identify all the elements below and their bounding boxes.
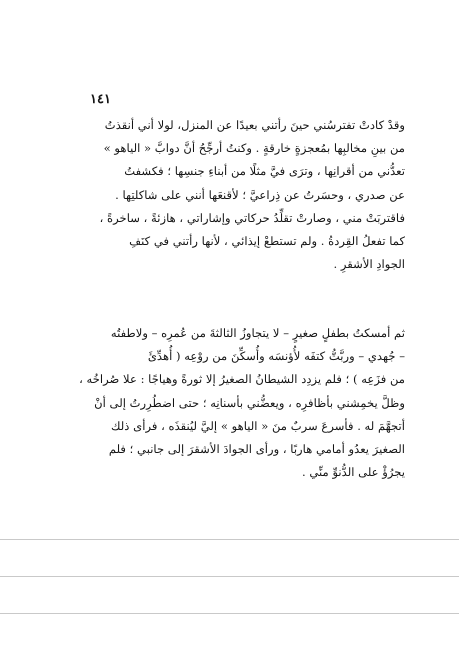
paragraph-2-line: يجرُؤْ على الدُّنوِّ منِّي . [302, 465, 405, 480]
paragraph-2-line: من فزَعِه ) ؛ فلم يزدِد الشيطانُ الصغيرُ إلا ثورةً وهياجًا : علا صُراخُه ، [79, 372, 405, 387]
paragraph-2 [60, 322, 405, 532]
paragraph-1-line: عن صدري ، وحسَرتُ عن ذِراعيَّ ؛ لأقنعَها أنني على شاكلتِها . [115, 187, 405, 202]
page-number: ١٤١ [90, 92, 111, 107]
horizontal-rule [0, 539, 459, 540]
paragraph-2-line: أتجهَّمَ له . فأسرعَ سربٌ منَ « الياهو » إليَّ ليُنقذَه ، فرأى ذلك [111, 418, 405, 433]
paragraph-2-line: ثم أمسكتُ بطفلٍ صغيرٍ – لا يتجاوزُ الثالثةَ من عُمرِه – ولاطفتُه [110, 326, 405, 340]
paragraph-1-line: فاقتربَتْ مني ، وصارتْ تقلِّدُ حركاتي وإشاراتي ، هازئةً ، ساخرةً ، [99, 210, 405, 225]
paragraph-1-line: من بينِ مخالبِها بمُعجزةٍ خارقةٍ . وكنتُ أرجِّحُ أنَّ دوابَّ « الياهو » [103, 141, 405, 156]
paragraph-1-line: الجوادِ الأشقرِ . [333, 257, 405, 272]
paragraph-2-line: – جُهدي – وربَّتُّ كتفَه لأُؤنسَه وأُسكِّنَ من روْعِه ( أُهدِّئَ [147, 349, 405, 364]
horizontal-rule [0, 613, 459, 614]
paragraph-1 [60, 114, 405, 300]
horizontal-rule [0, 576, 459, 577]
paragraph-1-line: وقدْ كادتْ تفترسُني حينَ رأتني بعيدًا عن المنزل، لولا أني أنقذتُ [104, 118, 405, 132]
paragraph-1-line: تعدُّني من أقرانِها ، وترَى فيَّ مثلًا من أبناءِ جنسِها ؛ فكشفتُ [124, 164, 405, 179]
paragraph-1-line: كما تفعلُ القِردةُ . ولم تستطعْ إيذائي ، لأنها رأتني في كنَفِ [129, 234, 405, 249]
paragraph-2-line: وظلَّ يخمِشني بأظافرِه ، ويعضُّني بأسنانِه ؛ حتى اضطُرِرتُ إلى أنْ [94, 395, 405, 410]
paragraph-2-line: الصغيرَ يعدُو أمامي هاربًا ، ورأى الجوادَ الأشقرَ إلى جانبي ؛ فلم [108, 442, 405, 457]
